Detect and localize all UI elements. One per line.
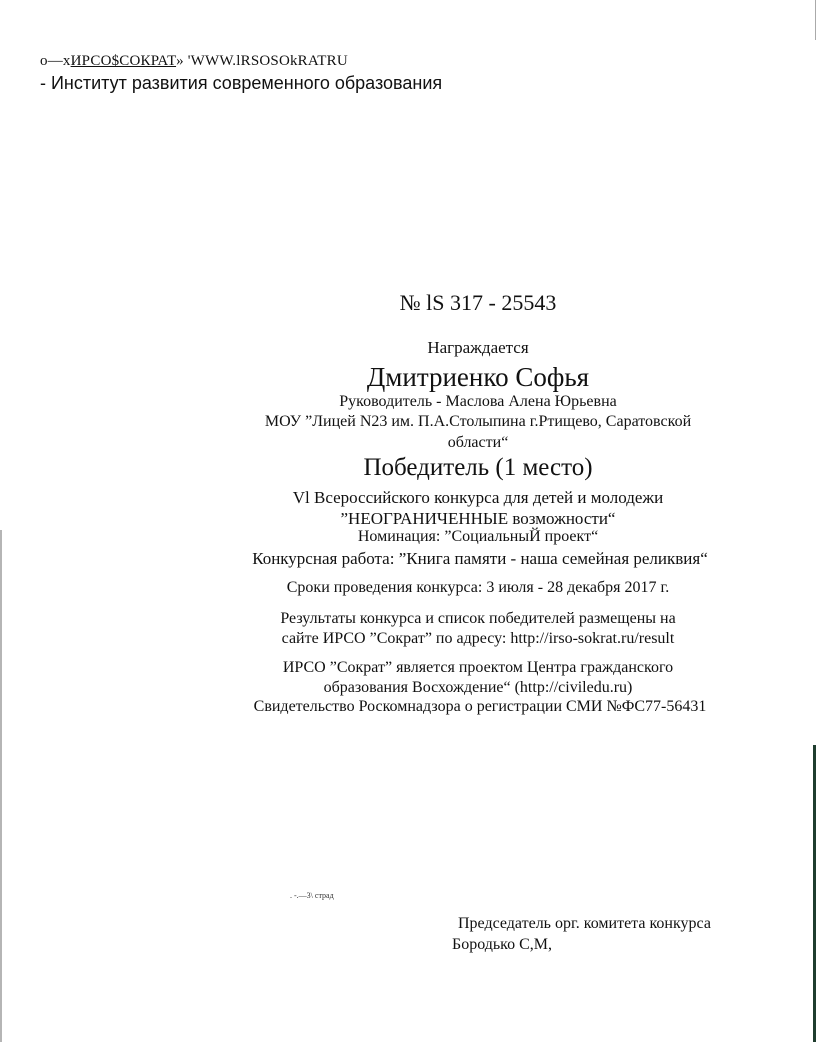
results-line-2: сайте ИРСО ”Сократ” по адресу: http://irso-sokrat.ru/result [281, 630, 675, 647]
organization-header [40, 52, 442, 94]
contest-line-1: Vl Всероссийского конкурса для детей и молодежи [292, 488, 664, 507]
header-site-line [40, 52, 442, 70]
nomination: Номинация: ”СоциальныЙ проект“ [357, 528, 599, 545]
school-line-2: области“ [447, 434, 509, 451]
header-prefix: о—х [40, 53, 71, 69]
registration-certificate: Свидетельство Роскомнадзора о регистрации СМИ №ФС77-56431 [253, 698, 707, 715]
signature-name: Бородько С,М, [452, 936, 553, 953]
header-org-name: ИРСО$СОКРАТ [70, 53, 177, 69]
recipient-name: Дмитриенко Софья [366, 362, 590, 392]
contest-work: Конкурсная работа: ”Книга памяти - наша семейная реликвия“ [252, 549, 708, 568]
leader-name: Руководитель - Маслова Алена Юрьевна [339, 393, 617, 410]
header-site-url: » 'WWW.lRSOSOkRATRU [176, 53, 348, 69]
irso-line-1: ИРСО ”Сократ” является проектом Центра гражданского [282, 659, 674, 676]
school-info [218, 411, 738, 453]
irso-line-2: образования Восхождение“ (http://civiledu.ru) [323, 679, 633, 696]
certificate-number: № lS 317 - 25543 [399, 290, 557, 315]
scan-edge-left [0, 530, 2, 1042]
school-line-1: МОУ ”Лицей N23 им. П.А.Столыпина г.Ртищево, Саратовской [264, 413, 692, 430]
contest-line-2: ”НЕОГРАНИЧЕННЫЕ возможности“ [340, 509, 616, 528]
header-institute-name: - Институт развития современного образования [40, 73, 443, 93]
signature-title: Председатель орг. комитета конкурса [458, 915, 711, 932]
contest-dates: Сроки проведения конкурса: 3 июля - 28 декабря 2017 г. [286, 579, 670, 596]
contest-name [218, 487, 738, 529]
signature-block [452, 913, 711, 955]
irso-info [218, 658, 738, 698]
results-info [218, 609, 738, 649]
results-line-1: Результаты конкурса и список победителей размещены на [280, 610, 676, 627]
result-title: Победитель (1 место) [363, 454, 593, 481]
stamp-mark: . -.—3\ страд [290, 891, 334, 900]
awarded-label: Награждается [427, 338, 529, 357]
